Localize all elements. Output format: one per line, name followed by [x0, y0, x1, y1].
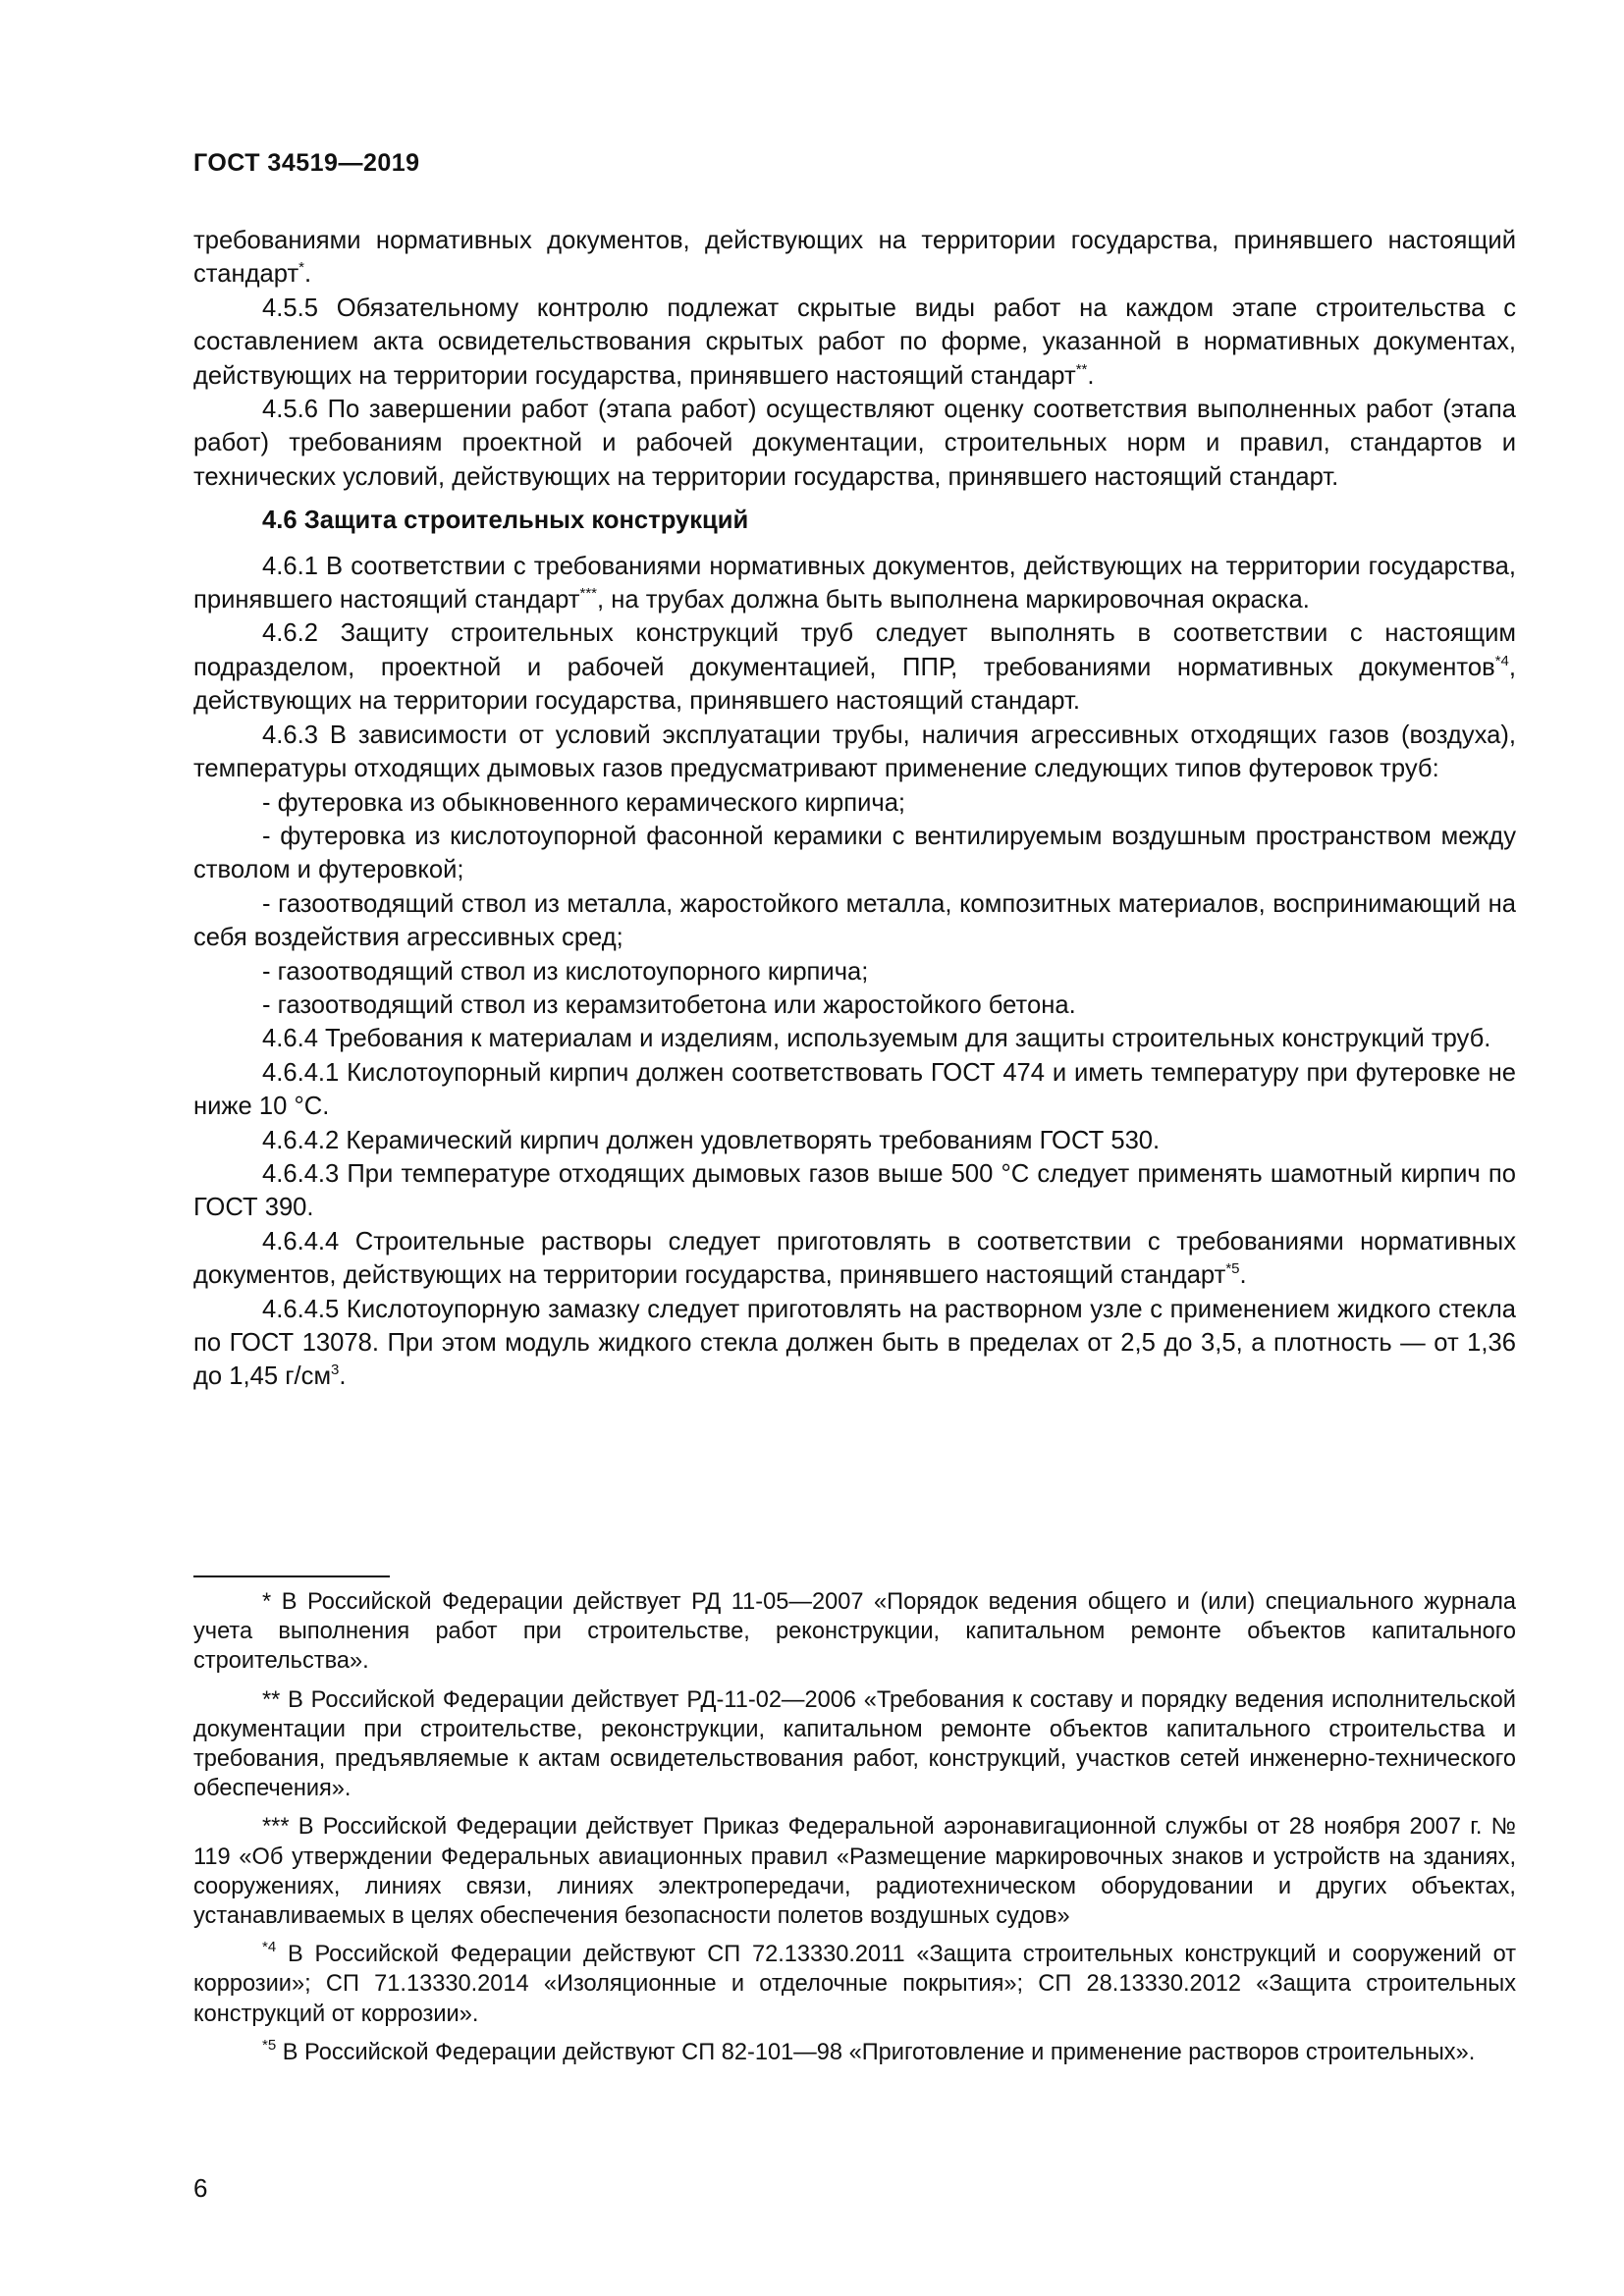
footnotes — [193, 1587, 1516, 2076]
paragraph-4-6-4: 4.6.4 Требования к материалам и изделиям, используемым для защиты строительных конструкций труб. — [262, 1025, 1491, 1053]
paragraph-4-6-3: 4.6.3 В зависимости от условий эксплуатации трубы, наличия агрессивных отходящих газов (воздуха), температуры отходящих дымовых газов предусматривают применение следующих типов футеровок труб: — [193, 721, 1516, 783]
paragraph-4-6-2: 4.6.2 Защиту строительных конструкций труб следует выполнять в соответствии с настоящим подразделом, проектной и рабочей документацией, ППР, требованиями нормативных документов$^{*4}$, действующих на территории государства, принявшего настоящий стандарт. — [193, 619, 1516, 716]
list-item: - футеровка из кислотоупорной фасонной керамики с вентилируемым воздушным пространством между стволом и футеровкой; — [193, 822, 1516, 884]
page-number: 6 — [193, 2173, 208, 2203]
paragraph-4-6-4-1: 4.6.4.1 Кислотоупорный кирпич должен соответствовать ГОСТ 474 и иметь температуру при футеровке не ниже 10 °С. — [193, 1058, 1516, 1121]
paragraph-4-6-4-2: 4.6.4.2 Керамический кирпич должен удовлетворять требованиям ГОСТ 530. — [262, 1126, 1161, 1154]
document-header: ГОСТ 34519—2019 — [193, 149, 420, 177]
paragraph-4-6-1: 4.6.1 В соответствии с требованиями нормативных документов, действующих на территории государства, принявшего настоящий стандарт***, на трубах должна быть выполнена маркировочная окраска. — [193, 552, 1516, 614]
footnote-ref: *5 — [1225, 1260, 1240, 1278]
paragraph-continuation: требованиями нормативных документов, действующих на территории государства, принявшего настоящий стандарт*. — [193, 227, 1516, 289]
superscript: 3 — [331, 1362, 340, 1379]
footnote-mark: *4 — [262, 1939, 277, 1956]
paragraph-4-6-4-3: 4.6.4.3 При температуре отходящих дымовых газов выше 500 °С следует применять шамотный кирпич по ГОСТ 390. — [193, 1159, 1516, 1222]
footnote: * В Российской Федерации действует РД 11-05—2007 «Порядок ведения общего и (или) специального журнала учета выполнения работ при строительстве, реконструкции, капитальном ремонте объектов капитального строительства». — [193, 1589, 1516, 1675]
paragraph-4-5-5: 4.5.5 Обязательному контролю подлежат скрытые виды работ на каждом этапе строительства с составлением акта освидетельствования скрытых работ по форме, указанной в нормативных документах, действующих на территории государства, принявшего настоящий стандарт**. — [193, 294, 1516, 390]
footnote-divider — [193, 1575, 390, 1577]
paragraph-4-6-4-5: 4.6.4.5 Кислотоупорную замазку следует приготовлять на растворном узле с применением жидкого стекла по ГОСТ 13078. При этом модуль жидкого стекла должен быть в пределах от 2,5 до 3,5, а плотность — от 1,36 до 1,45 $г/см^3$. — [193, 1295, 1516, 1391]
list-item: - газоотводящий ствол из керамзитобетона или жаростойкого бетона. — [262, 990, 1076, 1019]
footnote: ** В Российской Федерации действует РД-11-02—2006 «Требования к составу и порядку ведения исполнительской документации при строительстве, реконструкции, капитальном ремонте объектов капитального строительства и требования, предъявляемые к актам освидетельствования работ, конструкций, участков сетей инженерно-технического обеспечения». — [193, 1686, 1516, 1802]
list-item: - футеровка из обыкновенного керамического кирпича; — [262, 788, 906, 817]
list-item: - газоотводящий ствол из металла, жаростойкого металла, композитных материалов, воспринимающий на себя воздействия агрессивных сред; — [193, 889, 1516, 952]
footnote-ref: * — [298, 259, 305, 277]
body-text — [193, 224, 1516, 1394]
footnote-ref: ** — [1075, 360, 1088, 378]
section-heading: 4.6 Защита строительных конструкций — [262, 507, 749, 535]
paragraph-4-5-6: 4.5.6 По завершении работ (этапа работ) осуществляют оценку соответствия выполненных работ (этапа работ) требованиям проектной и рабочей документации, строительных норм и правил, стандартов и технических условий, действующих на территории государства, принявшего настоящий стандарт. — [193, 396, 1516, 491]
footnote: $^{*5}$ В Российской Федерации действуют СП 82-101—98 «Приготовление и применение растворов строительных». — [262, 2036, 1476, 2065]
footnote-mark: *5 — [262, 2036, 277, 2054]
footnote: $^{*4}$ В Российской Федерации действуют СП 72.13330.2011 «Защита строительных конструкций и сооружений от коррозии»; СП 71.13330.2014 «Изоляционные и отделочные покрытия»; СП 28.13330.2012 «Защита строительных конструкций от коррозии». — [193, 1939, 1516, 2027]
footnote-ref: *4 — [1494, 652, 1509, 669]
footnote-ref: *** — [579, 585, 597, 603]
list-item: - газоотводящий ствол из кислотоупорного кирпича; — [262, 957, 869, 986]
paragraph-4-6-4-4: 4.6.4.4 Строительные растворы следует приготовлять в соответствии с требованиями нормативных документов, действующих на территории государства, принявшего настоящий стандарт$^{*5}$. — [193, 1227, 1516, 1290]
footnote: *** В Российской Федерации действует Приказ Федеральной аэронавигационной службы от 28 ноября 2007 г. № 119 «Об утверждении Федеральных авиационных правил «Размещение маркировочных знаков и устройств на зданиях, сооружениях, линиях связи, линиях электропередачи, радиотехническом оборудовании и других объектах, устанавливаемых в целях обеспечения безопасности полетов воздушных судов» — [193, 1814, 1516, 1930]
